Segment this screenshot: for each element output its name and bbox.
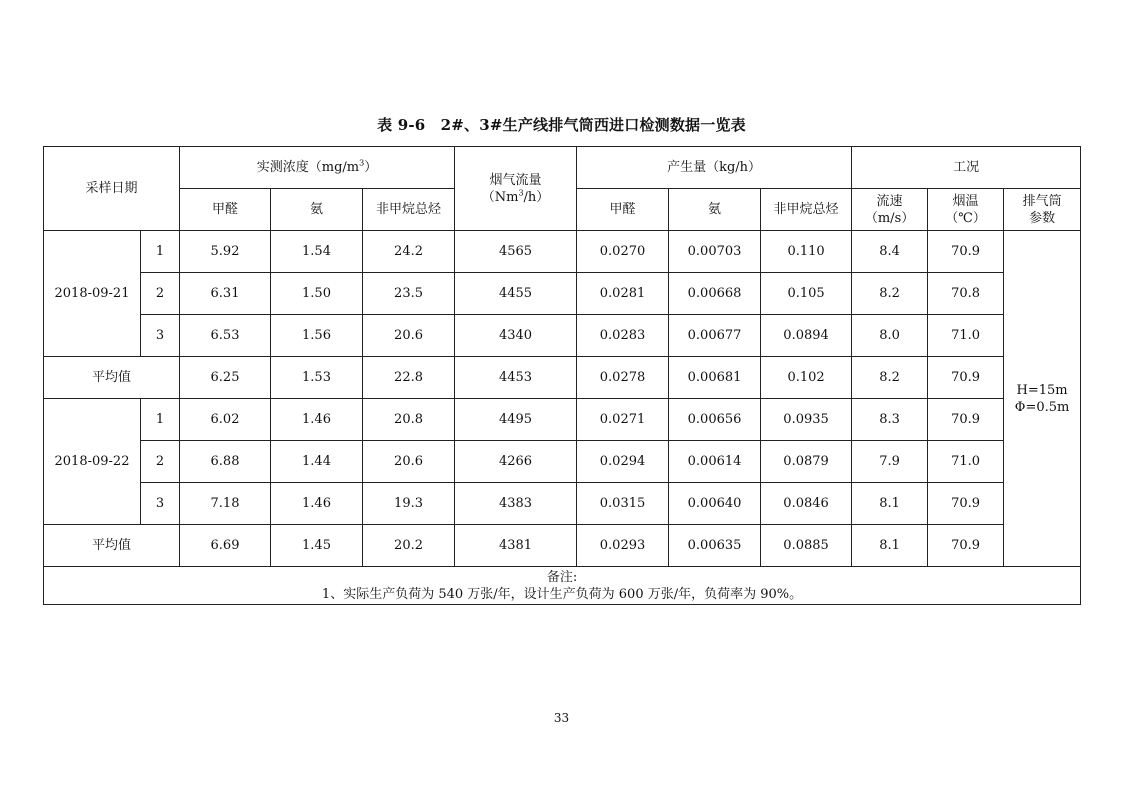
table-row [44, 273, 1081, 315]
conc-formaldehyde-cell: 5.92 [180, 231, 271, 273]
rate-ammonia-cell: 0.00668 [669, 273, 761, 315]
average-row [44, 357, 1081, 399]
conc-ammonia-cell: 1.45 [271, 525, 363, 567]
rate-ammonia-cell: 0.00681 [669, 357, 761, 399]
velocity-cell: 8.2 [852, 273, 928, 315]
flow-cell: 4340 [455, 315, 577, 357]
header-stack-parameters: 排气筒 参数 [1004, 189, 1081, 231]
rate-formaldehyde-cell: 0.0281 [577, 273, 669, 315]
flow-cell: 4565 [455, 231, 577, 273]
rate-nmhc-cell: 0.0846 [761, 483, 852, 525]
velocity-cell: 8.1 [852, 483, 928, 525]
header-measured-concentration: 实测浓度$(mg/m^3)$ [180, 147, 455, 189]
temperature-cell: 70.9 [928, 357, 1004, 399]
conc-formaldehyde-cell: 6.31 [180, 273, 271, 315]
conc-nmhc-cell: 20.2 [363, 525, 455, 567]
notes-cell [44, 567, 1081, 605]
sample-number: 1 [141, 231, 180, 273]
table-row [44, 441, 1081, 483]
rate-ammonia-cell: 0.00614 [669, 441, 761, 483]
stack-parameters-cell [1004, 231, 1081, 567]
flow-cell: 4266 [455, 441, 577, 483]
rate-formaldehyde-cell: 0.0271 [577, 399, 669, 441]
flow-cell: 4383 [455, 483, 577, 525]
velocity-cell: 8.4 [852, 231, 928, 273]
header-conc-nmhc: 非甲烷总烃 [363, 189, 455, 231]
conc-nmhc-cell: 20.6 [363, 441, 455, 483]
sample-number: 1 [141, 399, 180, 441]
conc-ammonia-cell: 1.53 [271, 357, 363, 399]
conc-ammonia-cell: 1.46 [271, 483, 363, 525]
page-number: 33 [553, 711, 570, 725]
rate-ammonia-cell: 0.00677 [669, 315, 761, 357]
conc-nmhc-cell: 23.5 [363, 273, 455, 315]
rate-formaldehyde-cell: 0.0270 [577, 231, 669, 273]
flow-cell: 4495 [455, 399, 577, 441]
rate-formaldehyde-cell: 0.0278 [577, 357, 669, 399]
rate-nmhc-cell: 0.0935 [761, 399, 852, 441]
table-row [44, 231, 1081, 273]
table-row [44, 483, 1081, 525]
stack-height: H=15m [1016, 382, 1068, 398]
header-conc-formaldehyde: 甲醛 [180, 189, 271, 231]
conc-nmhc-cell: 20.6 [363, 315, 455, 357]
header-row-1 [44, 147, 1081, 189]
header-smoke-temperature: 烟温 （℃） [928, 189, 1004, 231]
header-conc-ammonia: 氨 [271, 189, 363, 231]
conc-formaldehyde-cell: 6.69 [180, 525, 271, 567]
date-cell: 2018-09-21 [44, 231, 141, 357]
conc-nmhc-cell: 19.3 [363, 483, 455, 525]
rate-formaldehyde-cell: 0.0315 [577, 483, 669, 525]
temperature-cell: 71.0 [928, 441, 1004, 483]
rate-nmhc-cell: 0.0879 [761, 441, 852, 483]
detection-data-table [43, 146, 1081, 605]
sample-number: 2 [141, 273, 180, 315]
header-flow-velocity: 流速 （m/s） [852, 189, 928, 231]
temperature-cell: 70.9 [928, 483, 1004, 525]
conc-formaldehyde-cell: 6.02 [180, 399, 271, 441]
header-rate-ammonia: 氨 [669, 189, 761, 231]
notes-row [44, 567, 1081, 605]
rate-formaldehyde-cell: 0.0283 [577, 315, 669, 357]
header-emission-rate: 产生量（kg/h） [577, 147, 852, 189]
rate-ammonia-cell: 0.00640 [669, 483, 761, 525]
conc-formaldehyde-cell: 6.25 [180, 357, 271, 399]
rate-nmhc-cell: 0.105 [761, 273, 852, 315]
header-rate-formaldehyde: 甲醛 [577, 189, 669, 231]
average-row [44, 525, 1081, 567]
rate-ammonia-cell: 0.00703 [669, 231, 761, 273]
velocity-cell: 8.2 [852, 357, 928, 399]
table-row [44, 315, 1081, 357]
notes-line-1: 1、实际生产负荷为 540 万张/年，设计生产负荷为 600 万张/年，负荷率为 90%。 [321, 586, 803, 602]
header-rate-nmhc: 非甲烷总烃 [761, 189, 852, 231]
header-working-conditions: 工况 [852, 147, 1081, 189]
page-title: 表 9-6 2#、3#生产线排气筒西进口检测数据一览表 [377, 116, 746, 134]
conc-formaldehyde-cell: 6.53 [180, 315, 271, 357]
conc-ammonia-cell: 1.50 [271, 273, 363, 315]
conc-nmhc-cell: 22.8 [363, 357, 455, 399]
rate-formaldehyde-cell: 0.0294 [577, 441, 669, 483]
conc-ammonia-cell: 1.46 [271, 399, 363, 441]
table-row [44, 399, 1081, 441]
rate-formaldehyde-cell: 0.0293 [577, 525, 669, 567]
velocity-cell: 7.9 [852, 441, 928, 483]
velocity-cell: 8.3 [852, 399, 928, 441]
flow-cell: 4381 [455, 525, 577, 567]
conc-formaldehyde-cell: 6.88 [180, 441, 271, 483]
sample-number: 3 [141, 315, 180, 357]
stack-diameter: Φ=0.5m [1014, 399, 1070, 415]
rate-ammonia-cell: 0.00656 [669, 399, 761, 441]
temperature-cell: 71.0 [928, 315, 1004, 357]
rate-nmhc-cell: 0.102 [761, 357, 852, 399]
temperature-cell: 70.9 [928, 525, 1004, 567]
rate-nmhc-cell: 0.110 [761, 231, 852, 273]
sample-number: 3 [141, 483, 180, 525]
temperature-cell: 70.9 [928, 231, 1004, 273]
conc-ammonia-cell: 1.56 [271, 315, 363, 357]
notes-label: 备注: [546, 569, 578, 585]
conc-ammonia-cell: 1.54 [271, 231, 363, 273]
conc-ammonia-cell: 1.44 [271, 441, 363, 483]
rate-nmhc-cell: 0.0894 [761, 315, 852, 357]
flow-cell: 4453 [455, 357, 577, 399]
average-label: 平均值 [44, 525, 180, 567]
date-cell: 2018-09-22 [44, 399, 141, 525]
temperature-cell: 70.8 [928, 273, 1004, 315]
conc-formaldehyde-cell: 7.18 [180, 483, 271, 525]
rate-nmhc-cell: 0.0885 [761, 525, 852, 567]
conc-nmhc-cell: 20.8 [363, 399, 455, 441]
average-label: 平均值 [44, 357, 180, 399]
flow-cell: 4455 [455, 273, 577, 315]
temperature-cell: 70.9 [928, 399, 1004, 441]
header-flue-gas-flow: 烟气流量 （Nm$^3$/h） [455, 147, 577, 231]
velocity-cell: 8.1 [852, 525, 928, 567]
conc-nmhc-cell: 24.2 [363, 231, 455, 273]
rate-ammonia-cell: 0.00635 [669, 525, 761, 567]
header-sampling-date: 采样日期 [44, 147, 180, 231]
velocity-cell: 8.0 [852, 315, 928, 357]
sample-number: 2 [141, 441, 180, 483]
